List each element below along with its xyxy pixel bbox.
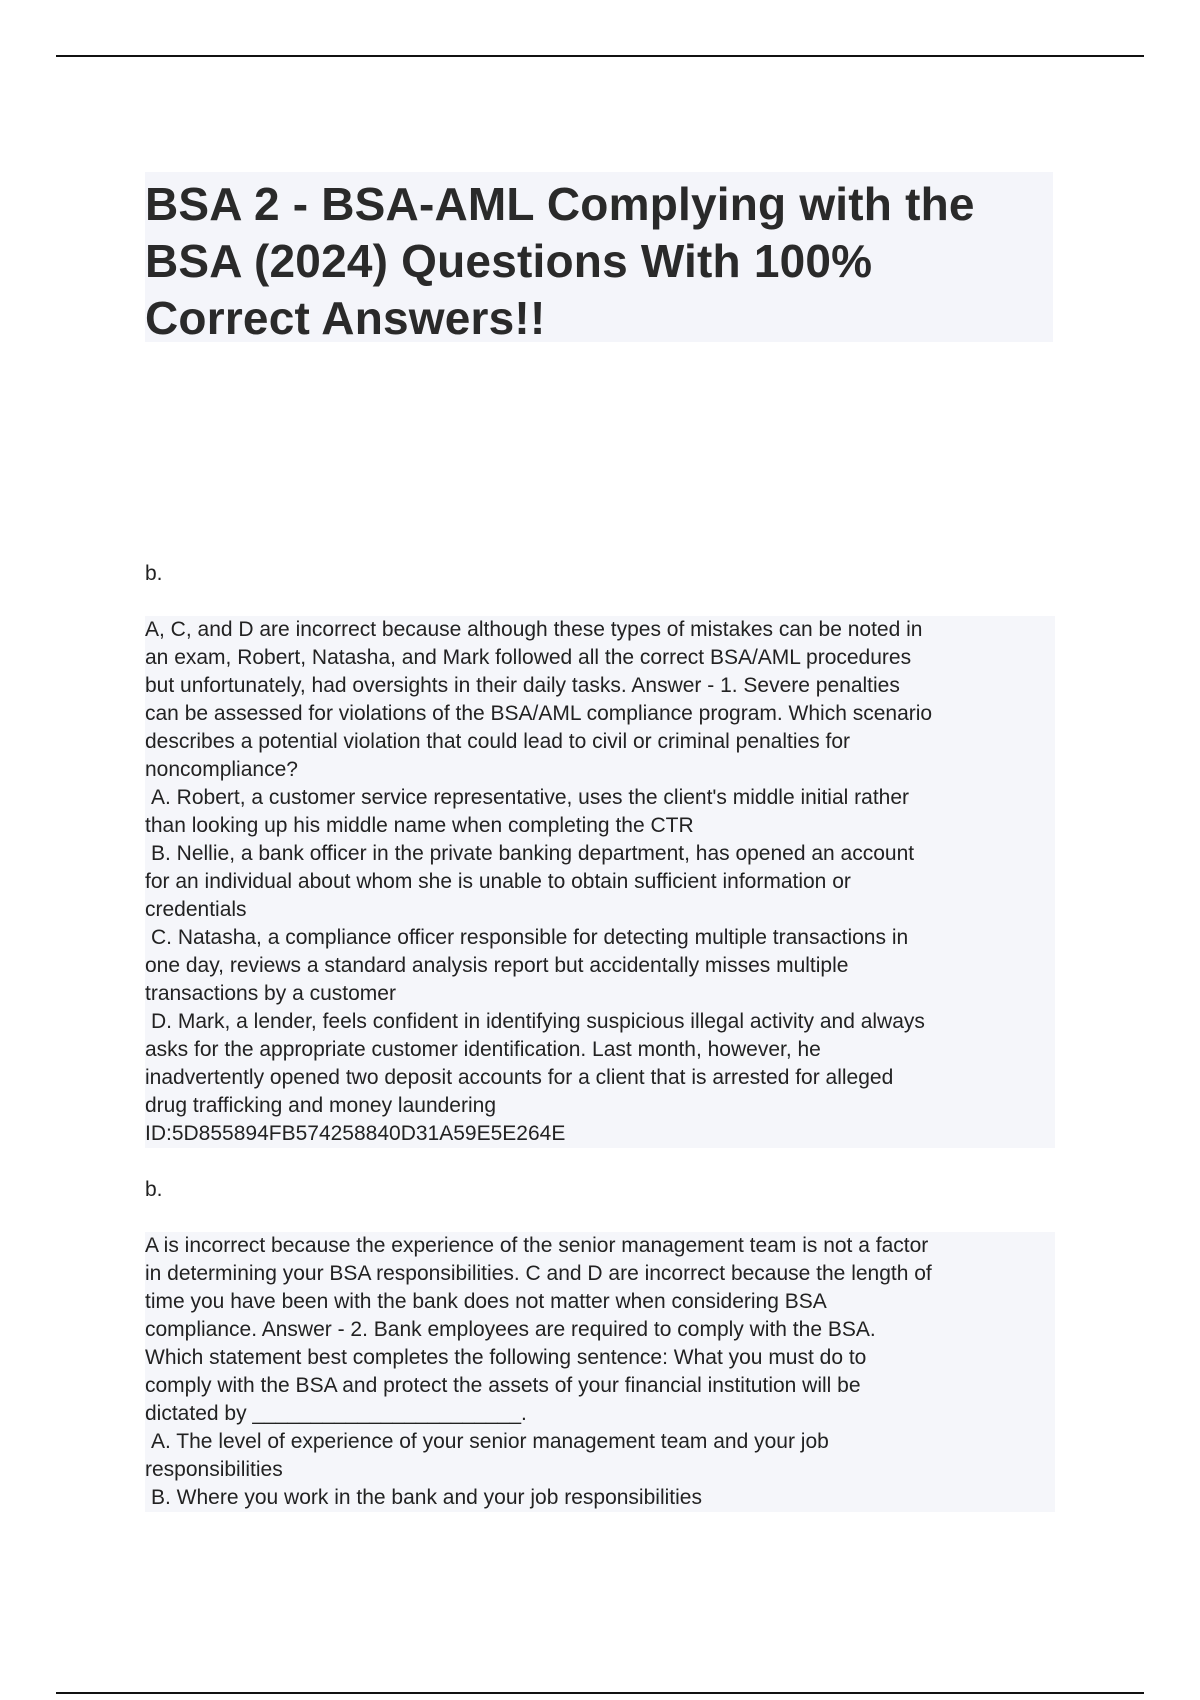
answer-letter: b.: [145, 1178, 163, 1201]
explanation-line: but unfortunately, had oversights in their daily tasks. Answer - 1. Severe penalties: [145, 674, 900, 697]
question-block-2: [145, 1232, 1055, 1512]
option-a-line: A. Robert, a customer service representative, uses the client's middle initial rather: [151, 786, 910, 809]
explanation-line: can be assessed for violations of the BSA/AML compliance program. Which scenario: [145, 702, 933, 725]
option-b-line: B. Where you work in the bank and your job responsibilities: [151, 1486, 702, 1509]
document-body: [145, 560, 1055, 1512]
spacer: [145, 1148, 1055, 1176]
option-c-line: C. Natasha, a compliance officer responsible for detecting multiple transactions in: [151, 926, 909, 949]
title-block: [145, 172, 1053, 342]
question-block-1: [145, 616, 1055, 1148]
explanation-line: in determining your BSA responsibilities. C and D are incorrect because the length of: [145, 1262, 932, 1285]
option-d-line: D. Mark, a lender, feels confident in identifying suspicious illegal activity and always: [151, 1010, 925, 1033]
bottom-rule: [56, 1692, 1144, 1694]
explanation-line: noncompliance?: [145, 758, 298, 781]
title-line: BSA (2024) Questions With 100%: [145, 235, 873, 287]
explanation-line: comply with the BSA and protect the assets of your financial institution will be: [145, 1374, 861, 1397]
option-c-line: one day, reviews a standard analysis report but accidentally misses multiple: [145, 954, 849, 977]
option-a-line: than looking up his middle name when completing the CTR: [145, 814, 694, 837]
answer-letter: b.: [145, 562, 163, 585]
explanation-line: dictated by _______________________.: [145, 1402, 527, 1425]
explanation-line: Which statement best completes the following sentence: What you must do to: [145, 1346, 867, 1369]
explanation-line: an exam, Robert, Natasha, and Mark followed all the correct BSA/AML procedures: [145, 646, 912, 669]
option-b-line: for an individual about whom she is unable to obtain sufficient information or: [145, 870, 851, 893]
explanation-line: A, C, and D are incorrect because although these types of mistakes can be noted in: [145, 618, 923, 641]
option-d-line: inadvertently opened two deposit accounts for a client that is arrested for alleged: [145, 1066, 894, 1089]
question-id: ID:5D855894FB574258840D31A59E5E264E: [145, 1122, 566, 1145]
option-d-line: drug trafficking and money laundering: [145, 1094, 497, 1117]
option-b-line: B. Nellie, a bank officer in the private banking department, has opened an account: [151, 842, 915, 865]
option-d-line: asks for the appropriate customer identification. Last month, however, he: [145, 1038, 821, 1061]
option-c-line: transactions by a customer: [145, 982, 396, 1005]
explanation-line: compliance. Answer - 2. Bank employees are required to comply with the BSA.: [145, 1318, 876, 1341]
option-a-line: A. The level of experience of your senior management team and your job: [151, 1430, 829, 1453]
document-title: [145, 172, 1053, 347]
title-line: Correct Answers!!: [145, 292, 546, 344]
top-rule: [56, 55, 1144, 57]
explanation-line: time you have been with the bank does not matter when considering BSA: [145, 1290, 827, 1313]
explanation-line: A is incorrect because the experience of the senior management team is not a factor: [145, 1234, 929, 1257]
option-a-line: responsibilities: [145, 1458, 283, 1481]
explanation-line: describes a potential violation that could lead to civil or criminal penalties for: [145, 730, 851, 753]
title-line: BSA 2 - BSA-AML Complying with the: [145, 178, 975, 230]
option-b-line: credentials: [145, 898, 247, 921]
